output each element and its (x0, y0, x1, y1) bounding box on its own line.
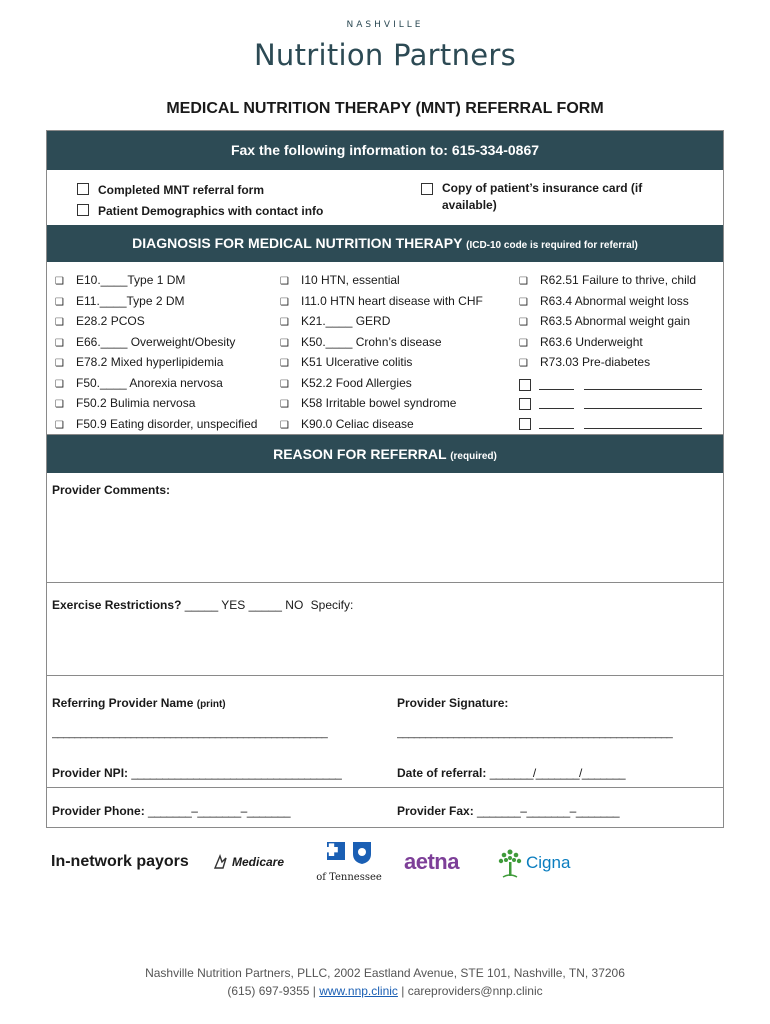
footer-phone: (615) 697-9355 | (227, 984, 316, 998)
cigna-tree-icon (497, 846, 523, 880)
description-blank-line[interactable] (584, 419, 702, 429)
checkbox-icon[interactable]: ❑ (280, 378, 289, 390)
exercise-specify: Specify: (310, 598, 354, 612)
logo-wordmark: Nutrition Partners (253, 38, 517, 72)
fax-row (397, 804, 619, 818)
diagnosis-option[interactable]: ❑ K58 Irritable bowel syndrome (280, 394, 483, 415)
checkbox-icon[interactable]: ❑ (519, 317, 528, 328)
fax-section (46, 130, 724, 226)
divider (47, 787, 723, 788)
bcbs-icon (321, 840, 377, 868)
diagnosis-option[interactable]: ❑ R63.4 Abnormal weight loss (519, 292, 702, 313)
diagnosis-option[interactable]: ❑ K50.____ Crohn’s disease (280, 333, 483, 354)
checkbox[interactable] (77, 204, 89, 216)
diagnosis-option[interactable]: ❑ R63.5 Abnormal weight gain (519, 312, 702, 333)
checkbox-icon[interactable]: ❑ (280, 317, 289, 328)
footer (0, 964, 770, 1000)
checkbox[interactable] (519, 418, 531, 430)
code-blank-line[interactable] (539, 380, 574, 390)
checkbox-icon[interactable]: ❑ (55, 337, 64, 349)
checkbox-icon[interactable]: ❑ (519, 358, 528, 369)
checkbox-icon[interactable]: ❑ (280, 419, 289, 431)
diagnosis-blank-option[interactable] (519, 396, 702, 416)
footer-address: Nashville Nutrition Partners, PLLC, 2002 Eastland Avenue, STE 101, Nashville, TN, 37206 (145, 966, 625, 980)
diagnosis-option[interactable]: ❑ E78.2 Mixed hyperlipidemia (55, 353, 257, 374)
checklist-item[interactable]: Copy of patient’s insurance card (if available) (421, 180, 681, 214)
checkbox-icon[interactable]: ❑ (55, 296, 64, 308)
exercise-no[interactable]: _____ NO (248, 598, 304, 612)
footer-website-link[interactable]: www.nnp.clinic (319, 984, 398, 998)
checkbox-icon[interactable]: ❑ (519, 276, 528, 287)
checkbox-icon[interactable]: ❑ (280, 337, 289, 349)
diagnosis-option[interactable]: ❑ I11.0 HTN heart disease with CHF (280, 292, 483, 313)
medicare-logo: Medicare (212, 852, 284, 872)
fax-label: Provider Fax: (397, 804, 474, 818)
checkbox[interactable] (77, 183, 89, 195)
checkbox-icon[interactable]: ❑ (280, 296, 289, 308)
diagnosis-option[interactable]: ❑ E11.____Type 2 DM (55, 292, 257, 313)
exercise-label: Exercise Restrictions? (52, 598, 182, 612)
code-blank-line[interactable] (539, 419, 574, 429)
comments-field[interactable] (47, 473, 723, 583)
date-line[interactable]: _______/_______/_______ (489, 766, 626, 780)
logo-tagline: NASHVILLE (346, 20, 424, 30)
checkbox-icon[interactable]: ❑ (280, 399, 289, 410)
aetna-logo: aetna (404, 849, 459, 874)
bcbs-logo: of Tennessee (314, 840, 384, 883)
fax-line[interactable]: _______–_______–_______ (477, 804, 620, 818)
checklist-item[interactable]: Completed MNT referral form (77, 180, 323, 201)
phone-row (52, 804, 290, 818)
checkbox-icon[interactable]: ❑ (55, 378, 64, 390)
payors-section (46, 838, 724, 888)
exercise-field[interactable] (47, 583, 723, 676)
provider-signature-line[interactable]: _________________________________________________ (397, 727, 673, 739)
date-row (397, 766, 625, 780)
exercise-row (52, 598, 353, 612)
phone-label: Provider Phone: (52, 804, 145, 818)
npi-row (52, 766, 341, 780)
checkbox-icon[interactable]: ❑ (519, 337, 528, 349)
diagnosis-option[interactable]: ❑ E28.2 PCOS (55, 312, 257, 333)
diagnosis-option[interactable]: ❑ R73.03 Pre-diabetes (519, 353, 702, 374)
checkbox-icon[interactable]: ❑ (55, 419, 64, 431)
footer-contact (0, 982, 770, 1000)
diagnosis-option[interactable]: ❑ K51 Ulcerative colitis (280, 353, 483, 374)
diagnosis-section (46, 225, 724, 435)
diagnosis-column-2 (280, 271, 483, 435)
npi-label: Provider NPI: (52, 766, 129, 780)
checkbox-icon[interactable]: ❑ (280, 276, 289, 287)
diagnosis-blank-option[interactable] (519, 416, 702, 436)
diagnosis-column-3 (519, 271, 702, 435)
diagnosis-note: (ICD-10 code is required for referral) (466, 240, 638, 251)
diagnosis-option[interactable]: ❑ R63.6 Underweight (519, 333, 702, 354)
cigna-logo: Cigna (497, 846, 570, 880)
fax-bar: Fax the following information to: 615-334-0867 (47, 131, 723, 170)
diagnosis-option[interactable]: ❑ K21.____ GERD (280, 312, 483, 333)
diagnosis-option[interactable]: ❑ E66.____ Overweight/Obesity (55, 333, 257, 354)
checkbox-icon[interactable]: ❑ (519, 296, 528, 308)
diagnosis-column-1 (55, 271, 257, 435)
reason-section (46, 435, 724, 828)
diagnosis-heading: DIAGNOSIS FOR MEDICAL NUTRITION THERAPY (132, 235, 463, 251)
diagnosis-option[interactable]: ❑ K90.0 Celiac disease (280, 415, 483, 436)
diagnosis-bar (47, 225, 723, 262)
checklist-item[interactable]: Patient Demographics with contact info (77, 201, 323, 222)
checkbox-icon[interactable]: ❑ (55, 399, 64, 410)
payors-label: In-network payors (51, 853, 189, 870)
provider-signature-label: Provider Signature: (397, 696, 509, 710)
diagnosis-option[interactable]: ❑ F50.2 Bulimia nervosa (55, 394, 257, 415)
checkbox-icon[interactable]: ❑ (55, 317, 64, 328)
npi-line[interactable]: __________________________________ (131, 766, 342, 780)
checklist-left (77, 180, 323, 222)
description-blank-line[interactable] (584, 380, 702, 390)
phone-line[interactable]: _______–_______–_______ (148, 804, 291, 818)
diagnosis-option[interactable]: ❑ F50.____ Anorexia nervosa (55, 374, 257, 395)
checkbox[interactable] (421, 183, 433, 195)
medicare-icon (212, 852, 232, 872)
diagnosis-option[interactable]: ❑ R62.51 Failure to thrive, child (519, 271, 702, 292)
reason-note: (required) (450, 451, 497, 462)
diagnosis-blank-option[interactable] (519, 377, 702, 397)
diagnosis-option[interactable]: ❑ F50.9 Eating disorder, unspecified (55, 415, 257, 436)
checkbox-icon[interactable]: ❑ (55, 358, 64, 369)
checkbox[interactable] (519, 398, 531, 410)
footer-email: | careproviders@nnp.clinic (401, 984, 543, 998)
diagnosis-option[interactable]: ❑ I10 HTN, essential (280, 271, 483, 292)
reason-bar (47, 435, 723, 473)
date-label: Date of referral: (397, 766, 487, 780)
provider-name-label: Referring Provider Name (print) (52, 696, 226, 710)
comments-label: Provider Comments: (52, 483, 171, 497)
provider-name-line[interactable]: _________________________________________________ (52, 727, 328, 739)
form-title: MEDICAL NUTRITION THERAPY (MNT) REFERRAL FORM (166, 100, 604, 117)
reason-heading: REASON FOR REFERRAL (273, 446, 447, 462)
diagnosis-option[interactable]: ❑ K52.2 Food Allergies (280, 374, 483, 395)
checkbox-icon[interactable]: ❑ (280, 358, 289, 369)
checkbox[interactable] (519, 379, 531, 391)
description-blank-line[interactable] (584, 399, 702, 409)
diagnosis-option[interactable]: ❑ E10.____Type 1 DM (55, 271, 257, 292)
checkbox-icon[interactable]: ❑ (55, 276, 64, 287)
code-blank-line[interactable] (539, 399, 574, 409)
exercise-yes[interactable]: _____ YES (184, 598, 246, 612)
